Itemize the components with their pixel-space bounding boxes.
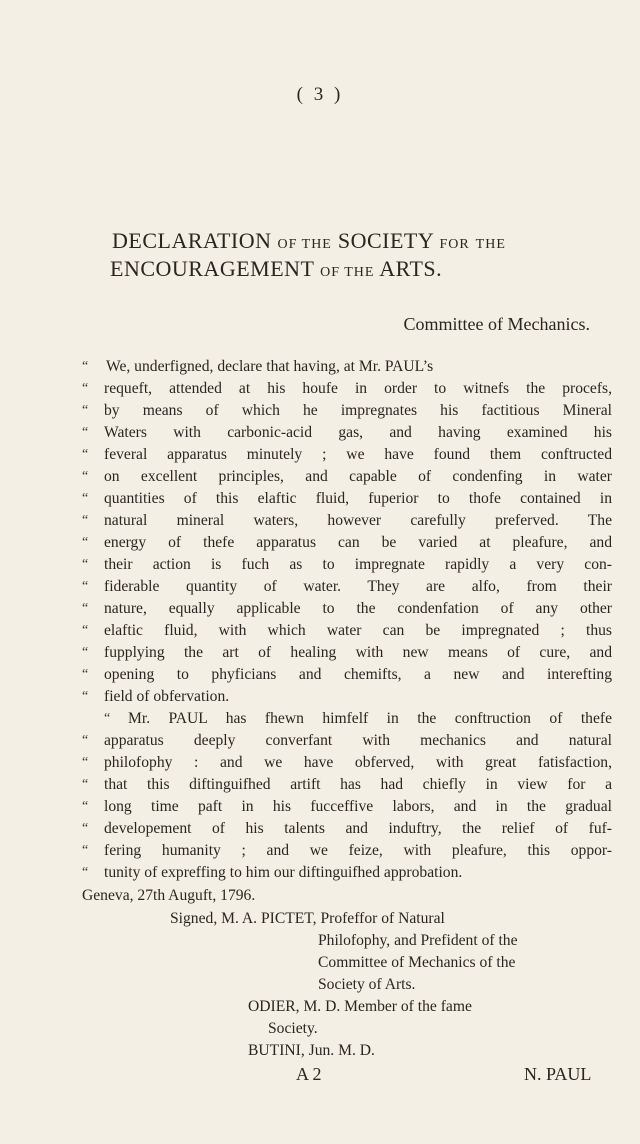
line-text: long time paft in his fucceffive labors, and in the gradual	[104, 798, 612, 815]
quote-mark: “	[82, 755, 89, 770]
text-line	[82, 532, 612, 554]
quote-mark: “	[82, 579, 89, 594]
line-text: developement of his talents and induftry, the relief of fuf-	[104, 820, 612, 837]
quote-mark: “	[82, 601, 89, 616]
line-text: Mr. PAUL has fhewn himfelf in the conftruction of thefe	[128, 710, 612, 727]
title-word-the: THE	[475, 237, 506, 252]
line-text: that this diftinguifhed artift has had chiefly in view for a	[104, 776, 612, 793]
quote-mark: “	[82, 865, 89, 880]
page-number: ( 3 )	[296, 84, 344, 105]
signature-line: Signed, M. A. PICTET, Profeffor of Natural	[170, 910, 445, 927]
quote-mark: “	[82, 381, 89, 396]
line-text: opening to phyficians and chemifts, a new and interefting	[104, 666, 612, 683]
line-text: philofophy : and we have obferved, with great fatisfaction,	[104, 754, 612, 771]
signature-mark: A 2	[296, 1064, 322, 1084]
line-text: their action is fuch as to impregnate rapidly a very con-	[104, 556, 612, 573]
text-line	[82, 466, 612, 488]
signature-line: ODIER, M. D. Member of the fame	[248, 998, 472, 1015]
quote-mark: “	[104, 711, 111, 726]
line-text: quantities of this elaftic fluid, fuperior to thofe contained in	[104, 490, 612, 507]
quote-mark: “	[82, 777, 89, 792]
declaration-body	[82, 356, 612, 884]
text-line	[82, 510, 612, 532]
line-text: feveral apparatus minutely ; we have found them conftructed	[104, 446, 612, 463]
signature-line: Society.	[268, 1020, 318, 1037]
text-line	[82, 576, 612, 598]
quote-mark: “	[82, 513, 89, 528]
quote-mark: “	[82, 425, 89, 440]
quote-mark: “	[82, 403, 89, 418]
title-word-for: FOR	[439, 237, 470, 252]
text-line	[82, 730, 612, 752]
text-line	[82, 642, 612, 664]
text-line	[82, 554, 612, 576]
dateline: Geneva, 27th Auguft, 1796.	[82, 887, 256, 904]
line-text: fupplying the art of healing with new means of cure, and	[104, 644, 612, 661]
title-line-2	[110, 256, 580, 282]
line-text: energy of thefe apparatus can be varied at pleafure, and	[104, 534, 612, 551]
text-line	[82, 774, 612, 796]
text-line	[82, 356, 612, 378]
text-line	[82, 752, 612, 774]
committee-heading: Committee of Mechanics.	[403, 314, 590, 334]
title-word-declaration: DECLARATION	[112, 228, 272, 253]
quote-mark: “	[82, 491, 89, 506]
title-word-arts: ARTS.	[379, 256, 443, 281]
quote-mark: “	[82, 689, 89, 704]
text-line	[82, 444, 612, 466]
line-text: Waters with carbonic-acid gas, and having examined his	[104, 424, 612, 441]
text-line	[82, 488, 612, 510]
line-text: tunity of expreffing to him our diftinguifhed approbation.	[104, 864, 463, 881]
text-line	[82, 840, 612, 862]
quote-mark: “	[82, 799, 89, 814]
text-line	[82, 422, 612, 444]
quote-mark: “	[82, 821, 89, 836]
text-line	[82, 378, 612, 400]
quote-mark: “	[82, 645, 89, 660]
line-text: by means of which he impregnates his factitious Mineral	[104, 402, 612, 419]
line-text: fering humanity ; and we feize, with pleafure, this oppor-	[104, 842, 612, 859]
signature-line: BUTINI, Jun. M. D.	[248, 1042, 375, 1059]
text-line	[82, 664, 612, 686]
text-line	[82, 818, 612, 840]
title-word-of-the: OF THE	[277, 237, 332, 252]
line-text: requeft, attended at his houfe in order to witnefs the procefs,	[104, 380, 612, 397]
quote-mark: “	[82, 447, 89, 462]
signature-line: Committee of Mechanics of the	[318, 954, 516, 971]
quote-mark: “	[82, 359, 89, 374]
catchword: N. PAUL	[524, 1064, 592, 1084]
quote-mark: “	[82, 557, 89, 572]
text-line	[82, 862, 612, 884]
line-text: on excellent principles, and capable of condenfing in water	[104, 468, 612, 485]
line-text: elaftic fluid, with which water can be impregnated ; thus	[104, 622, 612, 639]
line-text: nature, equally applicable to the condenfation of any other	[104, 600, 612, 617]
quote-mark: “	[82, 469, 89, 484]
title-word-encouragement: ENCOURAGEMENT	[110, 256, 315, 281]
text-line	[82, 686, 612, 708]
quote-mark: “	[82, 667, 89, 682]
signature-line: Society of Arts.	[318, 976, 416, 993]
quote-mark: “	[82, 843, 89, 858]
title-line-1	[112, 228, 582, 254]
quote-mark: “	[82, 733, 89, 748]
line-text: fiderable quantity of water. They are alfo, from their	[104, 578, 612, 595]
title-word-society: SOCIETY	[337, 228, 434, 253]
line-text: field of obfervation.	[104, 688, 230, 705]
title-word-of-the-2: OF THE	[320, 265, 375, 280]
quote-mark: “	[82, 535, 89, 550]
text-line	[82, 708, 612, 730]
text-line	[82, 400, 612, 422]
line-text: We, underfigned, declare that having, at Mr. PAUL’s	[106, 358, 434, 375]
line-text: apparatus deeply converfant with mechanics and natural	[104, 732, 612, 749]
line-text: natural mineral waters, however carefully preferved. The	[104, 512, 612, 529]
text-line	[82, 620, 612, 642]
text-line	[82, 598, 612, 620]
signature-line: Philofophy, and Prefident of the	[318, 932, 518, 949]
quote-mark: “	[82, 623, 89, 638]
text-line	[82, 796, 612, 818]
